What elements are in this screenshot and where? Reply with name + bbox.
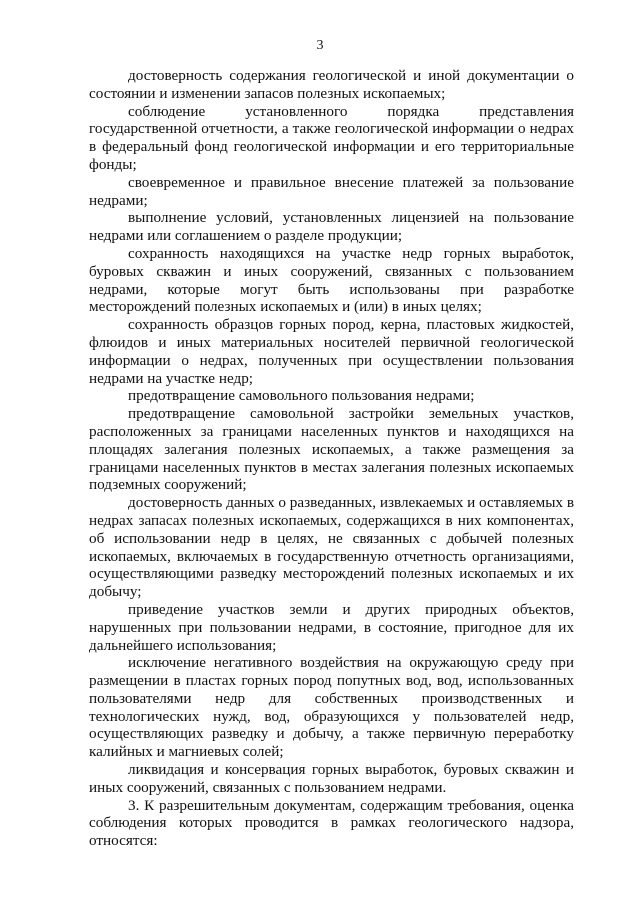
paragraph: достоверность данных о разведанных, извлекаемых и оставляемых в недрах запасах полезных ископаемых, содержащихся в них компонентах, об использовании недр в целях, не связанных с добычей полезных ископаемых, включаемых в государственную отчетность организациями, осуществляющими разведку месторождений полезных ископаемых и их добычу; [89,494,574,601]
paragraph: 3. К разрешительным документам, содержащим требования, оценка соблюдения которых проводится в рамках геологического надзора, относятся: [89,796,574,850]
paragraph: своевременное и правильное внесение платежей за пользование недрами; [89,173,574,209]
paragraph: предотвращение самовольной застройки земельных участков, расположенных за границами населенных пунктов и находящихся на площадях залегания полезных ископаемых, а также размещения за границами населенных пунктов в местах залегания полезных ископаемых подземных сооружений; [89,405,574,494]
paragraph: предотвращение самовольного пользования недрами; [128,387,475,405]
paragraph: достоверность содержания геологической и иной документации о состоянии и изменении запасов полезных ископаемых; [89,67,574,102]
paragraph: выполнение условий, установленных лицензией на пользование недрами или соглашением о разделе продукции; [89,209,574,245]
paragraph: соблюдение установленного порядка представления государственной отчетности, а также геологической информации о недрах в федеральный фонд геологической информации и его территориальные фонды; [89,102,574,173]
paragraph: сохранность образцов горных пород, керна, пластовых жидкостей, флюидов и иных материальных носителей первичной геологической информации о недрах, полученных при осуществлении пользования недрами на участке недр; [89,316,574,387]
paragraph: сохранность находящихся на участке недр горных выработок, буровых скважин и иных сооружений, связанных с пользованием недрами, которые могут быть использованы при разработке месторождений полезных ископаемых и (или) в иных целях; [89,244,574,316]
document-body [89,67,574,850]
page-number: 3 [316,38,324,53]
paragraph: исключение негативного воздействия на окружающую среду при размещении в пластах горных пород попутных вод, вод, использованных пользователями недр для собственных производственных и технологических нужд, вод, образующихся у пользователей недр, осуществляющих разведку и добычу, а также первичную переработку калийных и магниевых солей; [89,654,574,761]
paragraph: приведение участков земли и других природных объектов, нарушенных при пользовании недрами, в состояние, пригодное для их дальнейшего использования; [89,600,574,654]
paragraph: ликвидация и консервация горных выработок, буровых скважин и иных сооружений, связанных с пользованием недрами. [89,761,574,796]
